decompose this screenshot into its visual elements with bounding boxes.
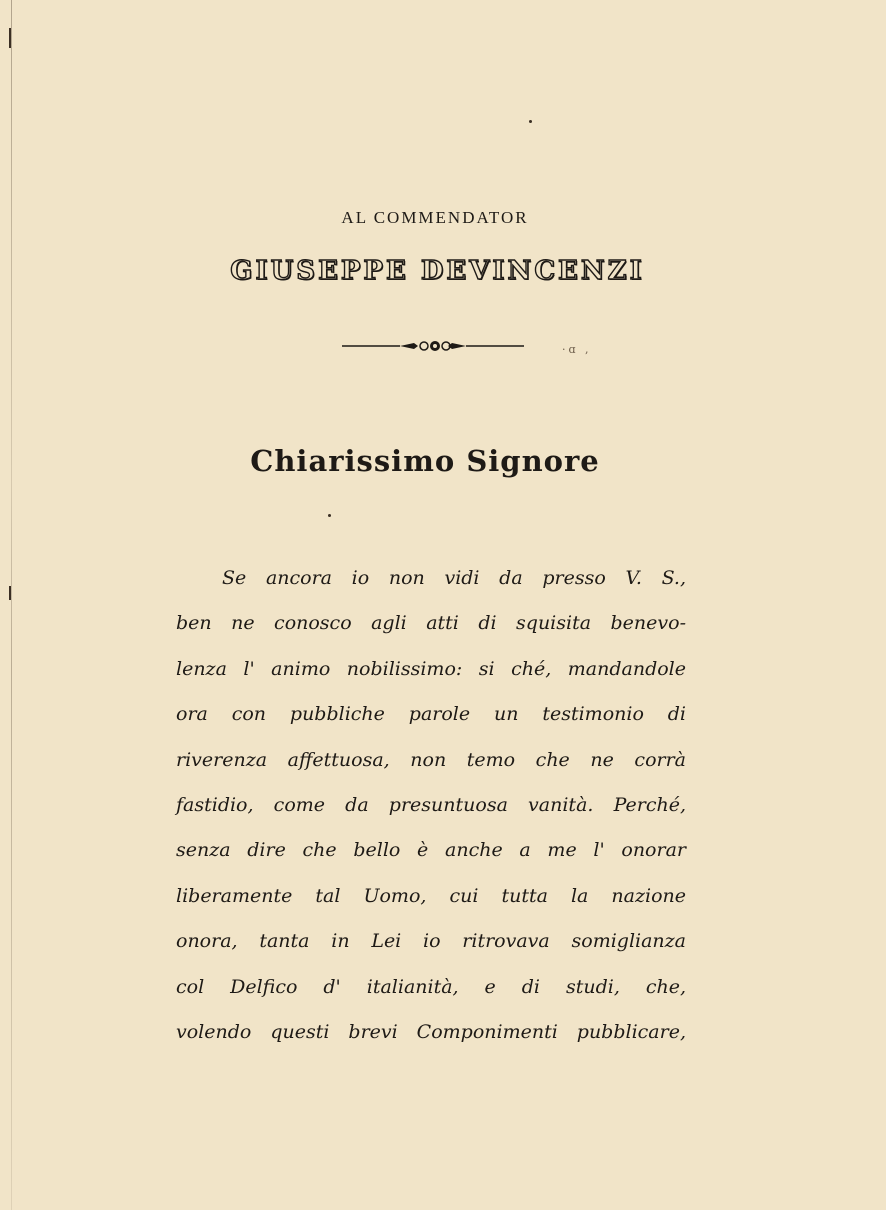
letter-line: liberamente tal Uomo, cui tutta la nazione bbox=[176, 884, 686, 907]
letter-line: riverenza affettuosa, non temo che ne corrà bbox=[176, 748, 686, 771]
ink-speck bbox=[328, 514, 331, 517]
dedication-prefix: AL COMMENDATOR bbox=[341, 208, 529, 227]
letter-line: onora, tanta in Lei io ritrovava somiglianza bbox=[176, 930, 686, 953]
ink-speck bbox=[529, 120, 532, 123]
page-edge-mark bbox=[9, 28, 11, 48]
letter-body bbox=[176, 556, 686, 1055]
letter-line: Se ancora io non vidi da presso V. S., bbox=[222, 567, 686, 589]
ornament-divider-icon bbox=[340, 336, 526, 356]
letter-line: ora con pubbliche parole un testimonio di bbox=[176, 703, 686, 726]
letter-line: fastidio, come da presuntuosa vanità. Perché, bbox=[176, 793, 686, 816]
salutation-heading: Chiarissimo Signore bbox=[250, 444, 600, 478]
ornament-side-mark: ·ɑ , bbox=[562, 343, 592, 356]
letter-line: ben ne conosco agli atti di squisita benevo- bbox=[176, 612, 686, 635]
dedicatee-name: GIUSEPPE DEVINCENZI bbox=[230, 256, 645, 286]
page-edge-mark bbox=[9, 586, 11, 600]
letter-line: senza dire che bello è anche a me l' onorar bbox=[176, 839, 686, 862]
letter-line: volendo questi brevi Componimenti pubblicare, bbox=[176, 1020, 686, 1043]
page-edge-line bbox=[11, 0, 12, 1210]
letter-line: lenza l' animo nobilissimo: si ché, mandandole bbox=[176, 657, 686, 680]
letter-line: col Delfico d' italianità, e di studi, che, bbox=[176, 975, 686, 998]
